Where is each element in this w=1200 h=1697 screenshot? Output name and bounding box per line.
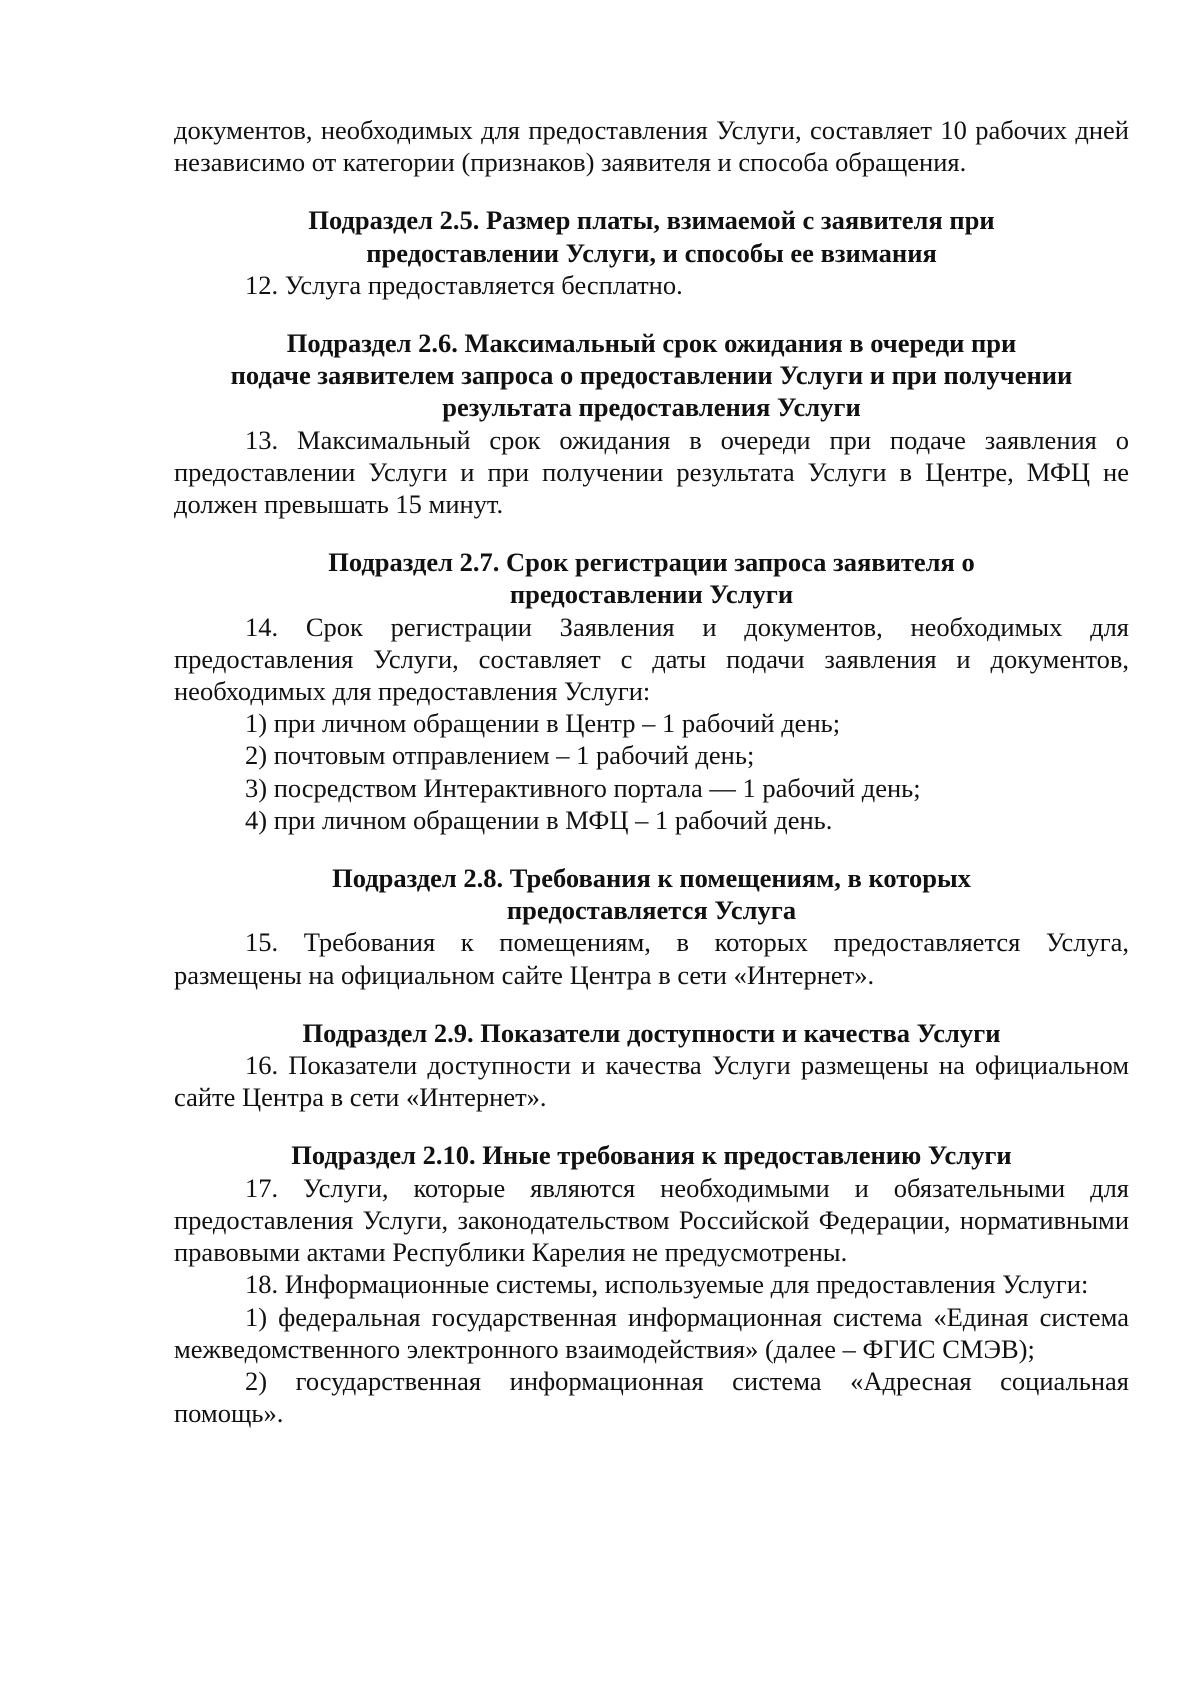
section-heading-2-9 [174, 1017, 1129, 1049]
paragraph-16: 16. Показатели доступности и качества Услуги размещены на официальном сайте Центра в сети «Интернет». [174, 1050, 1129, 1113]
intro-paragraph: документов, необходимых для предоставления Услуги, составляет 10 рабочих дней независимо от категории (признаков) заявителя и способа обращения. [174, 115, 1129, 178]
paragraph-18-item-1: 1) федеральная государственная информационная система «Единая система межведомственного электронного взаимодействия» (далее – ФГИС СМЭВ); [174, 1301, 1129, 1364]
section-heading-2-5 [174, 204, 1129, 268]
spacer [174, 836, 1129, 862]
list-item: 2) почтовым отправлением – 1 рабочий день; [245, 740, 755, 771]
heading-line: Подраздел 2.9. Показатели доступности и качества Услуги [302, 1017, 1001, 1048]
paragraph-12: 12. Услуга предоставляется бесплатно. [245, 269, 683, 300]
heading-line: предоставляется Услуга [506, 895, 797, 926]
heading-line: результата предоставления Услуги [442, 392, 861, 423]
paragraph-18-item-2: 2) государственная информационная система «Адресная социальная помощь». [174, 1365, 1129, 1429]
section-heading-2-10 [174, 1139, 1129, 1171]
heading-line: предоставлении Услуги, и способы ее взимания [366, 237, 937, 268]
heading-line: Подраздел 2.10. Иные требования к предоставлению Услуги [291, 1140, 1012, 1171]
list-item: 4) при личном обращении в МФЦ – 1 рабочий день. [245, 804, 833, 835]
paragraph-18: 18. Информационные системы, используемые для предоставления Услуги: [245, 1269, 1089, 1300]
heading-line: Подраздел 2.7. Срок регистрации запроса заявителя о [328, 547, 975, 578]
paragraph-17: 17. Услуги, которые являются необходимыми и обязательными для предоставления Услуги, законодательством Российской Федерации, нормативными правовыми актами Республики Карелия не предусмотрены. [174, 1172, 1129, 1268]
heading-line: Подраздел 2.8. Требования к помещениям, в которых [332, 863, 971, 894]
list-item: 3) посредством Интерактивного портала — 1 рабочий день; [245, 772, 921, 803]
spacer [174, 178, 1129, 204]
heading-line: подаче заявителем запроса о предоставлении Услуги и при получении [230, 360, 1073, 391]
paragraph-13: 13. Максимальный срок ожидания в очереди при подаче заявления о предоставлении Услуги и при получении результата Услуги в Центре, МФЦ не должен превышать 15 минут. [174, 424, 1129, 520]
spacer [174, 991, 1129, 1017]
heading-line: Подраздел 2.6. Максимальный срок ожидания в очереди при [286, 328, 1017, 359]
list-item: 1) при личном обращении в Центр – 1 рабочий день; [245, 708, 841, 739]
paragraph-15: 15. Требования к помещениям, в которых предоставляется Услуга, размещены на официальном сайте Центра в сети «Интернет». [174, 927, 1129, 990]
section-heading-2-6 [174, 327, 1129, 424]
spacer [174, 1113, 1129, 1139]
section-heading-2-7 [174, 546, 1129, 610]
section-heading-2-8 [174, 862, 1129, 926]
spacer [174, 520, 1129, 546]
document-page [174, 114, 1129, 1429]
heading-line: Подраздел 2.5. Размер платы, взимаемой с заявителя при [308, 205, 995, 236]
spacer [174, 301, 1129, 327]
heading-line: предоставлении Услуги [509, 579, 794, 610]
paragraph-14: 14. Срок регистрации Заявления и документов, необходимых для предоставления Услуги, составляет с даты подачи заявления и документов, необходимых для предоставления Услуги: [174, 611, 1129, 707]
